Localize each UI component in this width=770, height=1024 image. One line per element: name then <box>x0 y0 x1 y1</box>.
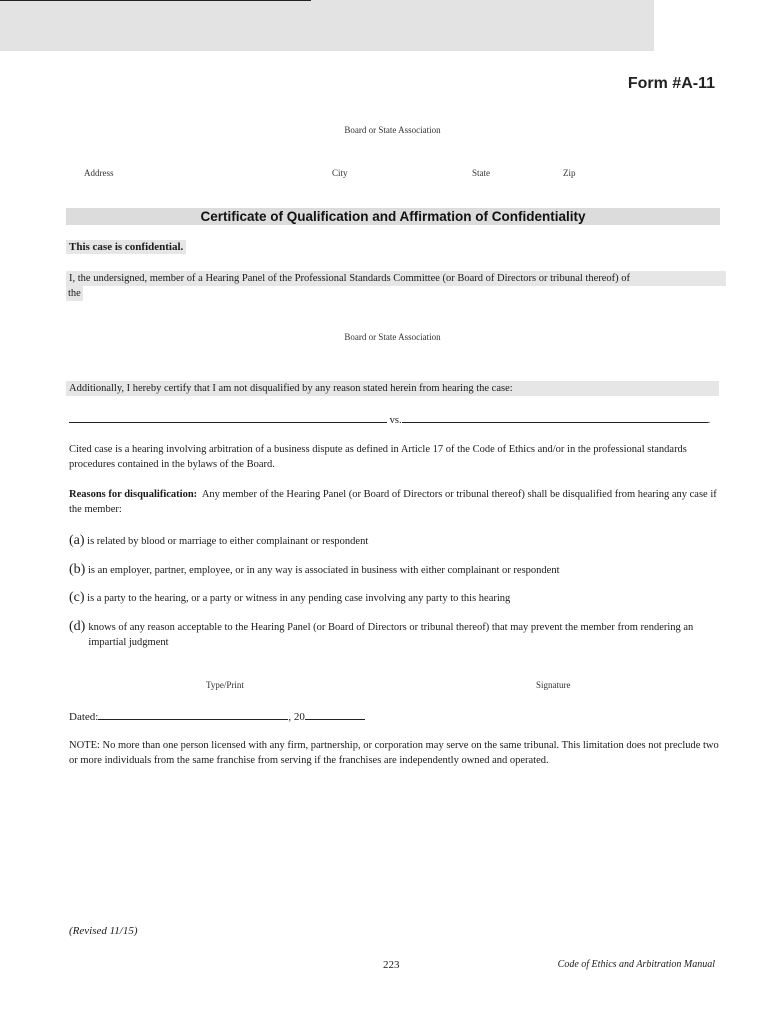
reason-text: is related by blood or marriage to either complainant or respondent <box>87 536 369 547</box>
header-gray-band <box>0 0 654 51</box>
reason-letter: (a) <box>69 533 85 548</box>
reasons-intro: Any member of the Hearing Panel (or Board of Directors or tribunal thereof) shall be disqualified from hearing any case if the member: <box>69 489 717 515</box>
revised-date: (Revised 11/15) <box>69 925 138 937</box>
undersigned-statement-line2: the <box>68 288 81 299</box>
year-prefix: , 20 <box>288 711 305 723</box>
reason-text: knows of any reason acceptable to the Hearing Panel (or Board of Directors or tribunal thereof) that may prevent the member from rendering an impartial judgment <box>88 622 694 648</box>
case-parties-row: vs. . <box>69 411 719 428</box>
manual-title: Code of Ethics and Arbitration Manual <box>557 959 715 970</box>
note-paragraph: NOTE: No more than one person licensed with any firm, partnership, or corporation may serve on the same tribunal. This limitation does not preclude two or more individuals from the same franchise from serving if the franchises are independently owned and operated. <box>69 740 719 766</box>
reason-item-c <box>69 590 719 606</box>
reason-text: is a party to the hearing, or a party or witness in any pending case involving any party to this hearing <box>87 593 511 604</box>
party-one-line[interactable] <box>69 411 387 423</box>
type-print-label: Type/Print <box>206 680 244 690</box>
confidential-notice: This case is confidential. <box>66 240 186 254</box>
reason-letter: (b) <box>69 562 86 577</box>
reason-item-d <box>69 619 709 650</box>
dated-row <box>69 708 365 725</box>
board-association-label-2: Board or State Association <box>344 332 441 342</box>
board-association-label: Board or State Association <box>344 125 441 135</box>
dated-label: Dated: <box>69 711 99 723</box>
address-label: Address <box>84 168 114 178</box>
reason-text: is an employer, partner, employee, or in any way is associated in business with either complainant or respondent <box>87 565 560 576</box>
signature-label: Signature <box>536 680 571 690</box>
reason-letter: (d) <box>69 619 86 634</box>
reasons-paragraph <box>69 487 719 517</box>
cited-case-paragraph: Cited case is a hearing involving arbitration of a business dispute as defined in Article 17 of the Code of Ethics and/or in the professional standards procedures contained in the bylaws of the Board. <box>69 444 687 470</box>
undersigned-statement-line1: I, the undersigned, member of a Hearing Panel of the Professional Standards Committee (or Board of Directors or tribunal thereof) of <box>66 271 726 286</box>
reason-item-b <box>69 562 719 578</box>
city-label: City <box>332 168 348 178</box>
page-number: 223 <box>383 959 400 971</box>
date-line[interactable] <box>98 708 288 720</box>
certificate-title: Certificate of Qualification and Affirmation of Confidentiality <box>66 208 720 225</box>
zip-label: Zip <box>563 168 576 178</box>
state-label: State <box>472 168 490 178</box>
header-rule <box>0 0 311 1</box>
reasons-heading: Reasons for disqualification: <box>69 489 198 500</box>
certify-statement: Additionally, I hereby certify that I am not disqualified by any reason stated herein from hearing the case: <box>66 381 719 396</box>
reason-letter: (c) <box>69 590 85 605</box>
party-two-line[interactable] <box>402 411 708 423</box>
form-number: Form #A-11 <box>627 75 715 92</box>
year-line[interactable] <box>305 708 365 720</box>
vs-label: vs. <box>389 415 402 426</box>
reason-item-a <box>69 533 719 549</box>
